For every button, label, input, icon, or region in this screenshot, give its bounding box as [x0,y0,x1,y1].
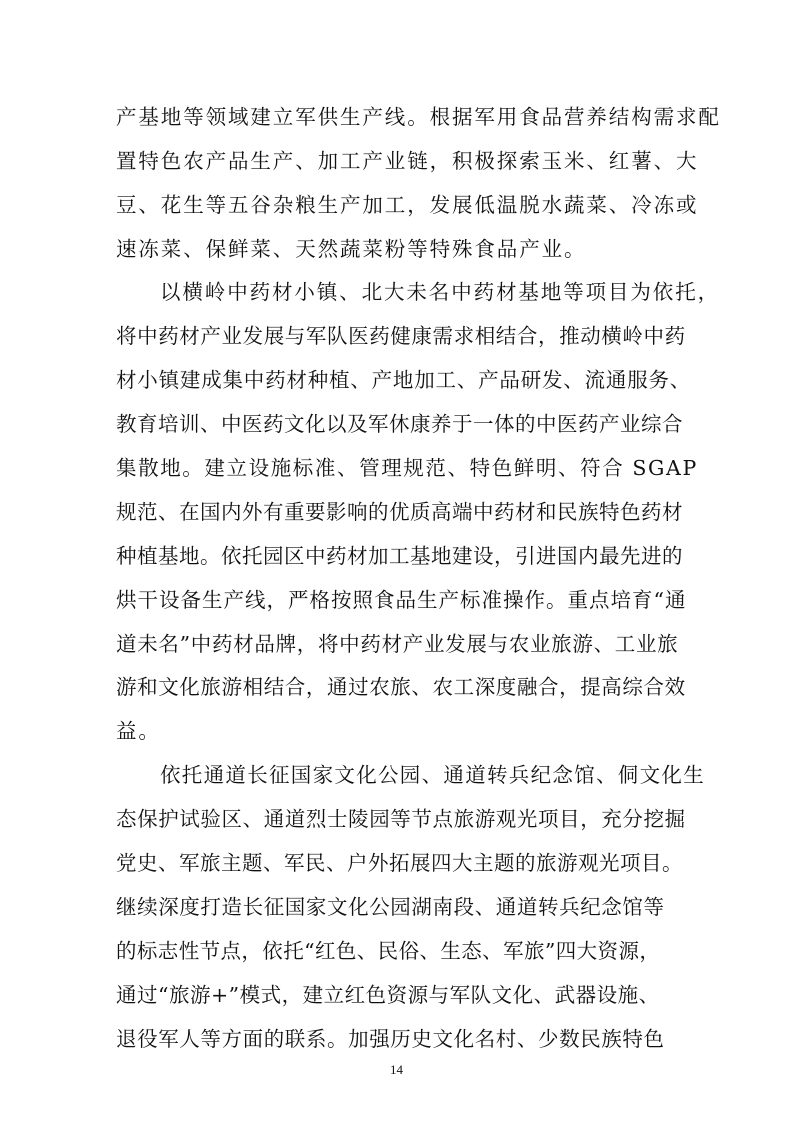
text-line: 态保护试验区、通道烈士陵园等节点旅游观光项目，充分挖掘 [116,807,686,831]
text-line: 继续深度打造长征国家文化公园湖南段、通道转兵纪念馆等 [116,895,665,919]
text-line: 种植基地。依托园区中药材加工基地建设，引进国内最先进的 [116,544,683,568]
text-line: 置特色农产品生产、加工产业链，积极探索玉米、红薯、大 [116,149,699,173]
text-line: 速冻菜、保鲜菜、天然蔬菜粉等特殊食品产业。 [116,237,587,261]
text-line: 的标志性节点，依托“红色、民俗、生态、军旅”四大资源， [116,939,661,963]
text-line: 规范、在国内外有重要影响的优质高端中药材和民族特色药材 [116,500,683,524]
page-number: 14 [390,1062,403,1077]
text-line: 党史、军旅主题、军民、户外拓展四大主题的旅游观光项目。 [116,851,683,875]
text-line: 以横岭中药材小镇、北大未名中药材基地等项目为依托， [160,280,720,304]
text-line: 道未名”中药材品牌，将中药材产业发展与农业旅游、工业旅 [116,632,679,656]
text-line: 烘干设备生产线，严格按照食品生产标准操作。重点培育“通 [116,588,687,612]
text-line: 豆、花生等五谷杂粮生产加工，发展低温脱水蔬菜、冷冻或 [116,193,699,217]
text-line: 教育培训、中医药文化以及军休康养于一体的中医药产业综合 [116,412,683,436]
text-line: 通过“旅游+”模式，建立红色资源与军队文化、武器设施、 [116,983,660,1007]
text-line: 材小镇建成集中药材种植、产地加工、产品研发、流通服务、 [116,368,692,392]
text-line: 游和文化旅游相结合，通过农旅、农工深度融合，提高综合效 [116,675,686,699]
text-line: 产基地等领域建立军供生产线。根据军用食品营养结构需求配 [116,105,721,129]
text-line: 依托通道长征国家文化公园、通道转兵纪念馆、侗文化生 [160,763,705,787]
text-line: 益。 [116,719,161,743]
text-line: 将中药材产业发展与军队医药健康需求相结合，推动横岭中药 [116,324,686,348]
text-line: 退役军人等方面的联系。加强历史文化名村、少数民族特色 [116,1027,665,1051]
text-line: 集散地。建立设施标准、管理规范、特色鲜明、符合 SGAP [116,456,698,480]
